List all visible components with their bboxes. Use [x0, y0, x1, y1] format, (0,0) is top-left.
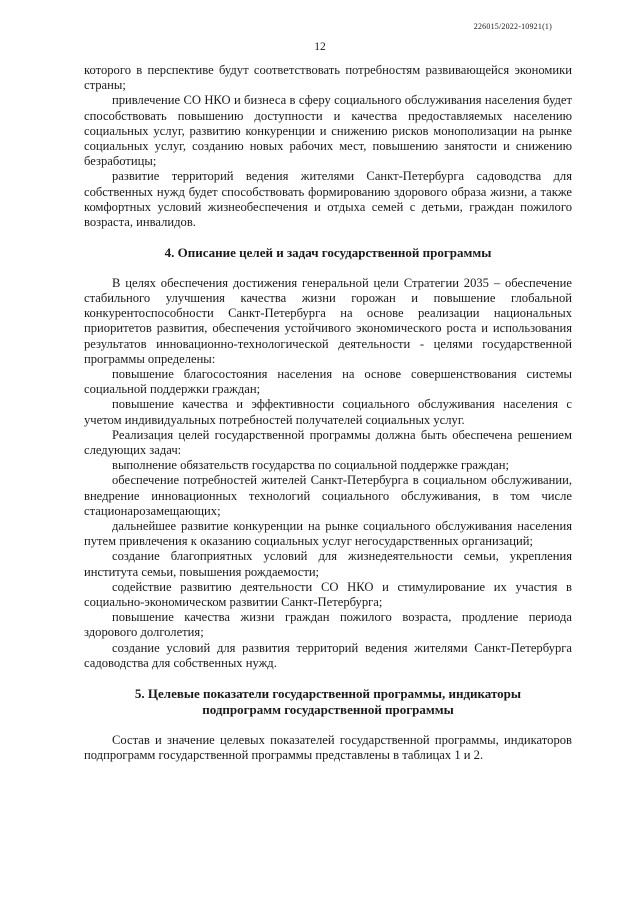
paragraph: повышение качества и эффективности социального обслуживания населения с учетом индивидуальных потребностей получателей социальных услуг. [84, 397, 572, 427]
paragraph: содействие развитию деятельности СО НКО и стимулирование их участия в социально-экономическом развитии Санкт-Петербурга; [84, 579, 572, 609]
document-number: 226015/2022-10921(1) [473, 22, 552, 31]
section-5-heading-line-2: подпрограмм государственной программы [202, 701, 454, 717]
document-body [84, 63, 572, 763]
section-5-heading-line-1: 5. Целевые показатели государственной программы, индикаторы [134, 686, 522, 702]
paragraph: дальнейшее развитие конкуренции на рынке социального обслуживания населения путем привлечения к оказанию социальных услуг негосударственных организаций; [84, 518, 572, 549]
paragraph: выполнение обязательств государства по социальной поддержке граждан; [112, 458, 509, 473]
paragraph: Состав и значение целевых показателей государственной программы, индикаторов подпрограмм государственной программы представлены в таблицах 1 и 2. [84, 733, 572, 763]
paragraph: которого в перспективе будут соответствовать потребностям развивающейся экономики страны; [84, 63, 572, 93]
paragraph: развитие территорий ведения жителями Санкт-Петербурга садоводства для собственных нужд будет способствовать формированию здорового образа жизни, а также комфортных условий жизнеобеспечения и отдыха семей с детьми, граждан пожилого возраста, инвалидов. [84, 169, 572, 230]
paragraph: привлечение СО НКО и бизнеса в сферу социального обслуживания населения будет способствовать повышению доступности и качества предоставляемых населению социальных услуг, развитию конкуренции и снижению рисков монополизации на рынке социальных услуг, созданию новых рабочих мест, повышению занятости и снижению безработицы; [84, 93, 572, 169]
paragraph: создание условий для развития территорий ведения жителями Санкт-Петербурга садоводства для собственных нужд. [84, 640, 572, 670]
paragraph: обеспечение потребностей жителей Санкт-Петербурга в социальном обслуживании, внедрение инновационных технологий социального обслуживания, в том числе стационарозамещающих; [84, 473, 572, 518]
paragraph: повышение качества жизни граждан пожилого возраста, продление периода здорового долголетия; [84, 610, 572, 640]
section-5-heading [84, 686, 572, 717]
paragraph: повышение благосостояния населения на основе совершенствования системы социальной поддержки граждан; [84, 366, 572, 397]
paragraph: создание благоприятных условий для жизнедеятельности семьи, укрепления института семьи, повышения рождаемости; [84, 549, 572, 579]
page-number: 12 [314, 41, 326, 53]
section-4-heading: 4. Описание целей и задач государственной программы [164, 245, 492, 261]
paragraph: Реализация целей государственной программы должна быть обеспечена решением следующих задач: [84, 427, 572, 457]
paragraph: В целях обеспечения достижения генеральной цели Стратегии 2035 – обеспечение стабильного улучшения качества жизни горожан и повышение глобальной конкурентоспособности Санкт-Петербурга на основе реализации национальных приоритетов развития, обеспечения устойчивого экономического роста и использования результатов инновационно-технологической деятельности - целями государственной программы определены: [84, 275, 572, 366]
